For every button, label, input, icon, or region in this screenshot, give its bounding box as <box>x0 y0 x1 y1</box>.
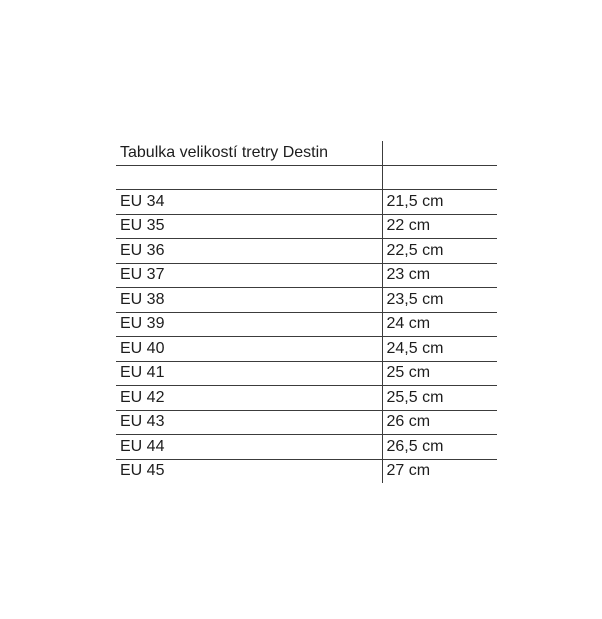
size-cell: EU 41 <box>116 361 382 386</box>
size-row <box>116 190 497 215</box>
length-cell: 22,5 cm <box>382 239 497 264</box>
size-row <box>116 337 497 362</box>
table-title: Tabulka velikostí tretry Destin <box>116 141 382 165</box>
table-title-row <box>116 141 497 165</box>
size-row <box>116 312 497 337</box>
size-row <box>116 239 497 264</box>
size-cell: EU 45 <box>116 459 382 483</box>
size-cell: EU 37 <box>116 263 382 288</box>
table-spacer-row <box>116 165 497 190</box>
length-cell: 26 cm <box>382 410 497 435</box>
length-cell: 23,5 cm <box>382 288 497 313</box>
table-title-value-cell <box>382 141 497 165</box>
size-row <box>116 288 497 313</box>
length-cell: 24 cm <box>382 312 497 337</box>
size-cell: EU 35 <box>116 214 382 239</box>
spacer-cell-size <box>116 165 382 190</box>
length-cell: 25,5 cm <box>382 386 497 411</box>
size-cell: EU 44 <box>116 435 382 460</box>
size-row <box>116 361 497 386</box>
size-cell: EU 40 <box>116 337 382 362</box>
size-row <box>116 435 497 460</box>
size-row <box>116 263 497 288</box>
size-cell: EU 43 <box>116 410 382 435</box>
size-row <box>116 214 497 239</box>
length-cell: 25 cm <box>382 361 497 386</box>
size-cell: EU 39 <box>116 312 382 337</box>
size-row <box>116 459 497 483</box>
spacer-cell-length <box>382 165 497 190</box>
length-cell: 21,5 cm <box>382 190 497 215</box>
size-table <box>116 141 497 483</box>
length-cell: 22 cm <box>382 214 497 239</box>
size-row <box>116 410 497 435</box>
length-cell: 26,5 cm <box>382 435 497 460</box>
size-table-body <box>116 141 497 483</box>
size-cell: EU 36 <box>116 239 382 264</box>
size-row <box>116 386 497 411</box>
length-cell: 27 cm <box>386 462 431 480</box>
length-cell: 23 cm <box>382 263 497 288</box>
length-cell: 24,5 cm <box>382 337 497 362</box>
size-cell: EU 38 <box>116 288 382 313</box>
size-cell: EU 34 <box>116 190 382 215</box>
size-cell: EU 42 <box>116 386 382 411</box>
